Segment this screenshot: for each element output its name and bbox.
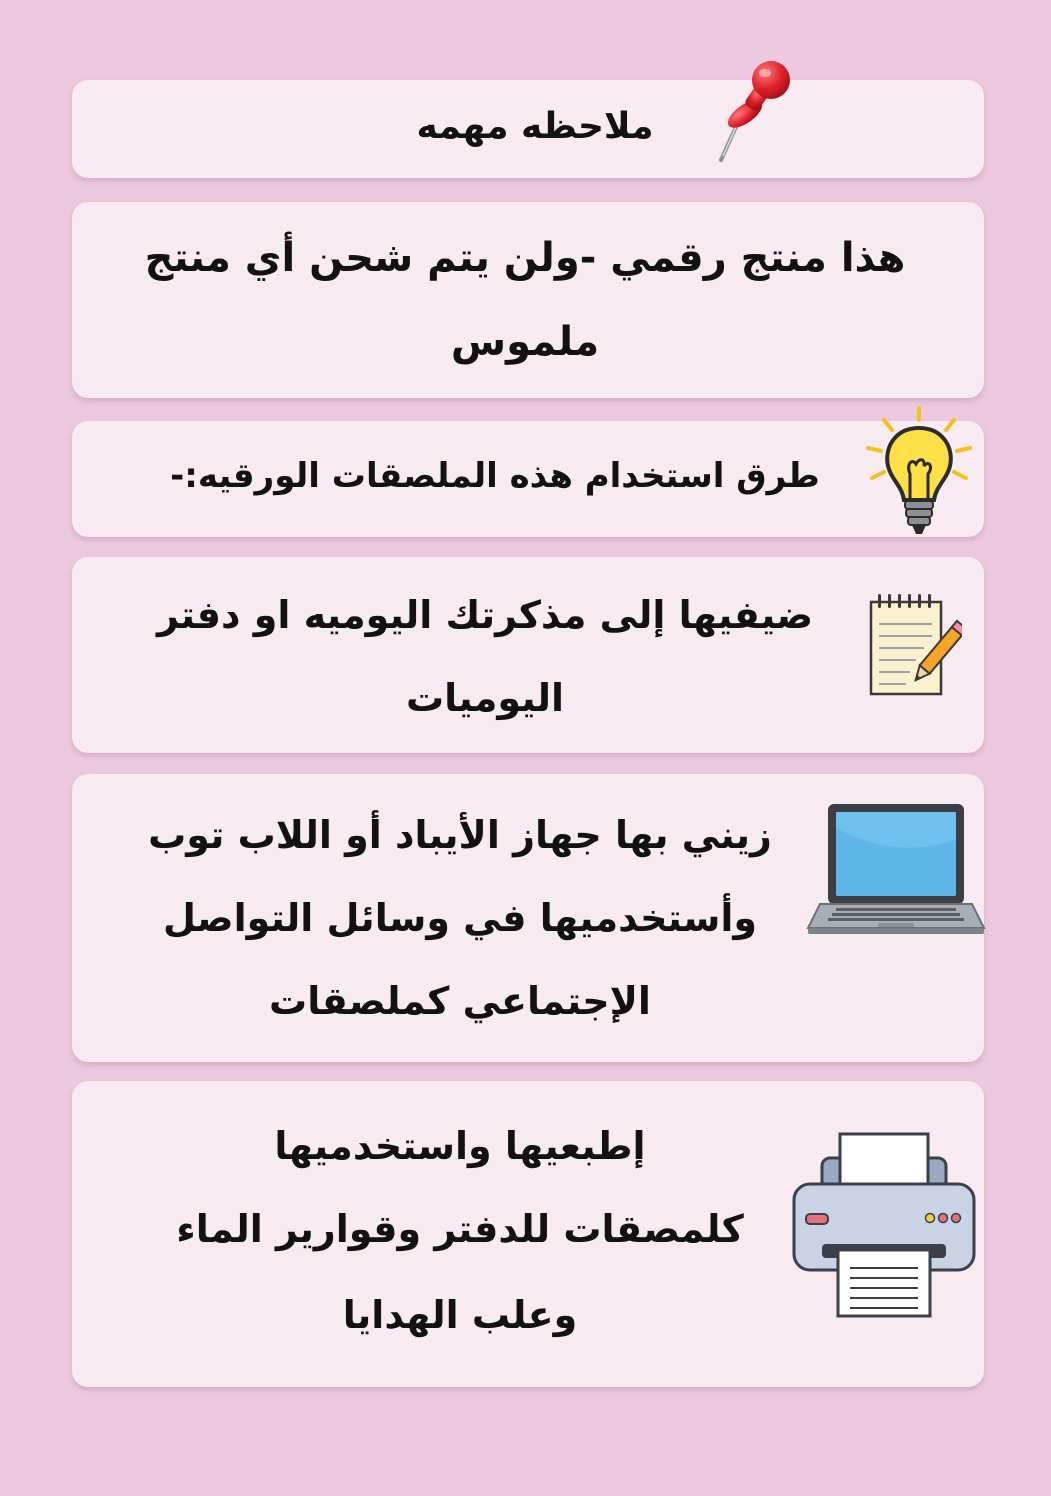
printer-icon [792,1132,976,1318]
usage-journal-line-1: ضيفيها إلى مذكرتك اليوميه او دفتر [156,593,814,637]
pushpin-icon [705,52,800,167]
usage-devices-line-2: وأستخدميها في وسائل التواصل [162,896,757,940]
digital-notice-line-2: ملموس [450,319,600,365]
usage-devices-line-3: الإجتماعي كملصقات [269,979,651,1023]
lightbulb-icon [862,404,977,540]
usage-heading-text: طرق استخدام هذه الملصقات الورقيه:- [170,456,820,496]
notepad-pencil-icon [866,592,962,700]
usage-printing-line-3: وعلب الهدايا [342,1293,578,1337]
usage-devices-line-1: زيني بها جهاز الأيباد أو اللاب توب [148,813,772,857]
important-note-title: ملاحظه مهمه [416,106,654,147]
usage-printing-line-1: إطبعيها واستخدميها [274,1124,646,1168]
digital-notice-line-1: هذا منتج رقمي -ولن يتم شحن أي منتج [144,235,906,281]
usage-journal-line-2: اليوميات [405,676,565,720]
laptop-icon [806,800,986,938]
usage-printing-line-2: كلمصقات للدفتر وقوارير الماء [176,1207,744,1251]
